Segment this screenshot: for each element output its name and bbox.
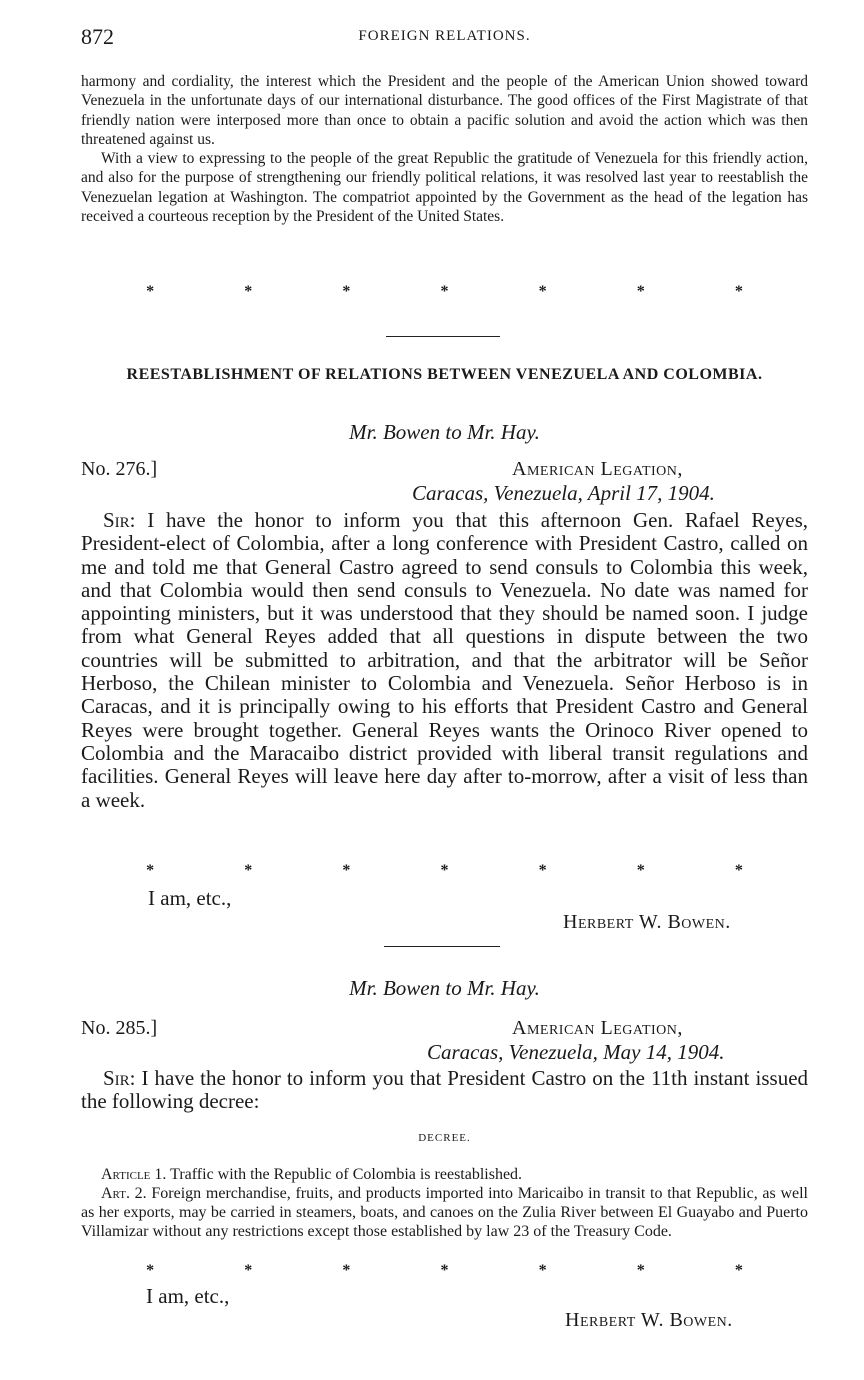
article-text: Traffic with the Republic of Colombia is reestablished. (170, 1166, 523, 1183)
letter-legation: American Legation, (512, 1017, 683, 1039)
letter-body (81, 1067, 808, 1114)
section-divider (386, 336, 500, 337)
star: * (440, 1262, 449, 1279)
section-heading: REESTABLISHMENT OF RELATIONS BETWEEN VENEZUELA AND COLOMBIA. (126, 366, 763, 383)
star: * (538, 862, 547, 879)
letter-body-text: I have the honor to inform you that President Castro on the 11th instant issued the following decree: (81, 1066, 809, 1114)
star: * (636, 1262, 645, 1279)
ellipsis-stars (81, 862, 808, 880)
star: * (440, 862, 449, 879)
star: * (538, 283, 547, 300)
star: * (342, 283, 351, 300)
ellipsis-stars (81, 283, 808, 301)
star: * (342, 862, 351, 879)
star: * (636, 862, 645, 879)
letter-heading: Mr. Bowen to Mr. Hay. (349, 976, 540, 1000)
star: * (146, 862, 155, 879)
letter-closing: I am, etc., (148, 886, 232, 910)
letter-place-date: Caracas, Venezuela, May 14, 1904. (427, 1040, 725, 1064)
letter-docket-number: No. 285.] (81, 1017, 158, 1039)
star: * (734, 1262, 743, 1279)
star: * (734, 862, 743, 879)
letter-body-text: I have the honor to inform you that this afternoon Gen. Rafael Reyes, President-elect of Colombia, after a long conference with President Castro, called on me and told me that General Castro agreed to send consuls to Colombia this week, and that Colombia would then send consuls to Venezuela. No date was named for appointing ministers, but it was understood that they should be named soon. I judge from what General Reyes added that all questions in dispute between the two countries will be submitted to arbitration, and that the arbitrator will be Señor Herboso, the Chilean minister to Colombia and Venezuela. Señor Herboso is in Caracas, and it is principally owing to his efforts that President Castro and General Reyes were brought together. General Reyes wants the Orinoco River opened to Colombia and the Maracaibo district provided with liberal transit regulations and facilities. General Reyes will leave here day after to-morrow, after a visit of less than a week. (81, 508, 809, 812)
intro-text (81, 72, 808, 226)
letter-divider (384, 946, 500, 947)
letter-signature: Herbert W. Bowen. (563, 911, 731, 933)
star: * (538, 1262, 547, 1279)
page-header (81, 24, 808, 54)
intro-paragraph: harmony and cordiality, the interest which the President and the people of the American Union showed toward Venezuela in the unfortunate days of our international disturbance. The good offices of the First Magistrate of that friendly nation were interposed more than once to obtain a pacific solution and avoid the action which was then threatened against us. (81, 73, 808, 148)
salutation: Sir: (103, 1066, 136, 1090)
salutation: Sir: (103, 508, 136, 532)
article-label: Art. 2. (101, 1185, 147, 1202)
letter-paragraph (81, 1067, 808, 1114)
star: * (146, 1262, 155, 1279)
intro-paragraph: With a view to expressing to the people of the great Republic the gratitude of Venezuela for this friendly action, and also for the purpose of strengthening our friendly political relations, it was resolved last year to reestablish the Venezuelan legation at Washington. The compatriot appointed by the Government as the head of the legation has received a courteous reception by the President of the United States. (81, 150, 808, 226)
star: * (734, 283, 743, 300)
star: * (146, 283, 155, 300)
page-number: 872 (81, 24, 114, 49)
letter-closing: I am, etc., (146, 1284, 230, 1308)
decree-title: DECREE. (418, 1132, 471, 1144)
letter-body (81, 509, 808, 812)
decree-text (81, 1165, 808, 1241)
star: * (440, 283, 449, 300)
letter-docket-number: No. 276.] (81, 458, 158, 480)
decree-article (81, 1165, 808, 1184)
letter-place-date: Caracas, Venezuela, April 17, 1904. (412, 481, 715, 505)
star: * (342, 1262, 351, 1279)
letter-legation: American Legation, (512, 458, 683, 480)
star: * (636, 283, 645, 300)
article-label: Article 1. (101, 1166, 167, 1183)
star: * (244, 862, 253, 879)
running-head: FOREIGN RELATIONS. (358, 28, 531, 44)
letter-paragraph (81, 509, 808, 812)
article-text: Foreign merchandise, fruits, and products imported into Maricaibo in transit to that Republic, as well as her exports, may be carried in steamers, boats, and canoes on the Zulia River between El Guayabo and Puerto Villamizar without any restrictions except those established by law 23 of the Treasury Code. (81, 1185, 809, 1240)
letter-signature: Herbert W. Bowen. (565, 1309, 733, 1331)
decree-article (81, 1184, 808, 1241)
star: * (244, 283, 253, 300)
ellipsis-stars (81, 1262, 808, 1280)
letter-heading: Mr. Bowen to Mr. Hay. (349, 420, 540, 444)
star: * (244, 1262, 253, 1279)
